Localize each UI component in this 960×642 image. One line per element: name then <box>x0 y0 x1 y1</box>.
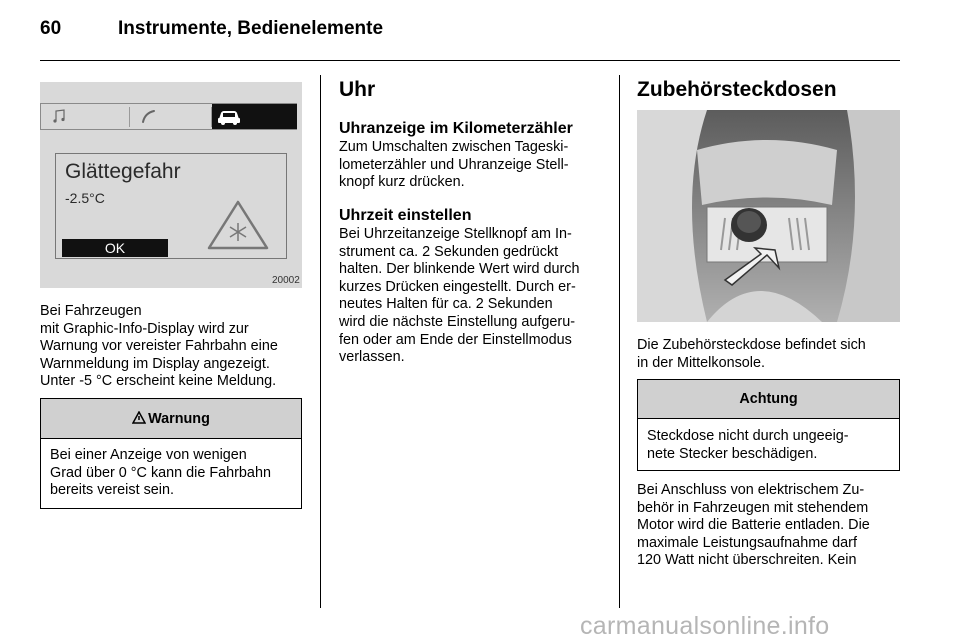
paragraph-uhrzeit <box>339 226 614 367</box>
text-line: Bei Uhrzeitanzeige Stellknopf am In- <box>339 226 572 242</box>
header-rule <box>40 60 900 61</box>
socket-illustration <box>637 110 900 322</box>
text-line: 120 Watt nicht überschreiten. Kein <box>637 552 857 569</box>
text-line: halten. Der blinkende Wert wird durch <box>339 261 580 278</box>
text-line: bereits vereist sein. <box>50 482 174 499</box>
text-line: Motor wird die Batterie entladen. Die <box>637 517 870 534</box>
caution-box <box>637 379 900 471</box>
text-line: Zum Umschalten zwischen Tageski- <box>339 139 569 155</box>
text-line: Grad über 0 °C kann die Fahrbahn <box>50 464 271 481</box>
console-socket-photo <box>637 110 900 322</box>
display-ok-button: OK <box>62 239 168 257</box>
display-title: Glättegefahr <box>65 160 181 183</box>
text-line: Warnmeldung im Display angezeigt. <box>40 355 270 372</box>
page-title: Instrumente, Bedienelemente <box>118 18 384 39</box>
paragraph-location <box>637 337 900 372</box>
section-heading-zubehoer: Zubehörsteckdosen <box>637 78 837 101</box>
text-line: kurzes Drücken eingestellt. Durch er- <box>339 278 576 295</box>
caution-header <box>638 380 899 419</box>
text-line: Warnung vor vereister Fahrbahn eine <box>40 338 278 355</box>
text-line: Unter -5 °C erscheint keine Meldung. <box>40 373 277 390</box>
car-icon <box>216 108 242 126</box>
text-line: Bei Fahrzeugen <box>40 303 142 319</box>
warning-text <box>50 447 300 500</box>
paragraph-kilometerzaehler <box>339 139 609 192</box>
text-line: neutes Halten für ca. 2 Sekunden <box>339 296 553 313</box>
text-line: wird die nächste Einstellung aufgeru- <box>339 313 575 330</box>
text-line: Die Zubehörsteckdose befindet sich <box>637 337 866 353</box>
caution-text <box>647 428 897 463</box>
text-line: in der Mittelkonsole. <box>637 354 765 371</box>
text-line: lometerzähler und Uhranzeige Stell- <box>339 156 569 173</box>
text-line: knopf kurz drücken. <box>339 174 465 191</box>
snowflake-warning-icon <box>205 198 271 252</box>
phone-icon <box>140 108 158 124</box>
page-number: 60 <box>40 18 62 39</box>
caution-label: Achtung <box>739 391 798 407</box>
warning-label <box>41 411 301 427</box>
text-line: Bei Anschluss von elektrischem Zu- <box>637 482 865 498</box>
column-divider-1 <box>320 75 321 608</box>
subheading-uhrzeit: Uhrzeit einstellen <box>339 207 472 224</box>
figure-number: 20002 <box>272 275 300 286</box>
subheading-kilometerzaehler: Uhranzeige im Kilometerzähler <box>339 120 573 137</box>
text-line: nete Stecker beschädigen. <box>647 445 818 462</box>
warning-box <box>40 398 302 509</box>
intro-paragraph <box>40 303 310 391</box>
warning-header <box>41 399 301 439</box>
paragraph-power <box>637 482 900 570</box>
warning-triangle-icon <box>132 411 146 424</box>
text-line: mit Graphic-Info-Display wird zur <box>40 320 249 337</box>
text-line: Bei einer Anzeige von wenigen <box>50 447 247 463</box>
column-divider-2 <box>619 75 620 608</box>
text-line: Steckdose nicht durch ungeeig- <box>647 428 849 444</box>
section-heading-uhr: Uhr <box>339 78 376 101</box>
text-line: strument ca. 2 Sekunden gedrückt <box>339 243 559 260</box>
warning-label-text: Warnung <box>148 411 210 427</box>
display-temperature: -2.5°C <box>65 190 105 206</box>
text-line: fen oder am Ende der Einstellmodus <box>339 331 572 348</box>
music-note-icon <box>52 108 68 124</box>
text-line: behör in Fahrzeugen mit stehendem <box>637 499 869 516</box>
text-line: maximale Leistungsaufnahme darf <box>637 534 857 551</box>
text-line: verlassen. <box>339 349 405 366</box>
watermark: carmanualsonline.info <box>580 612 830 640</box>
